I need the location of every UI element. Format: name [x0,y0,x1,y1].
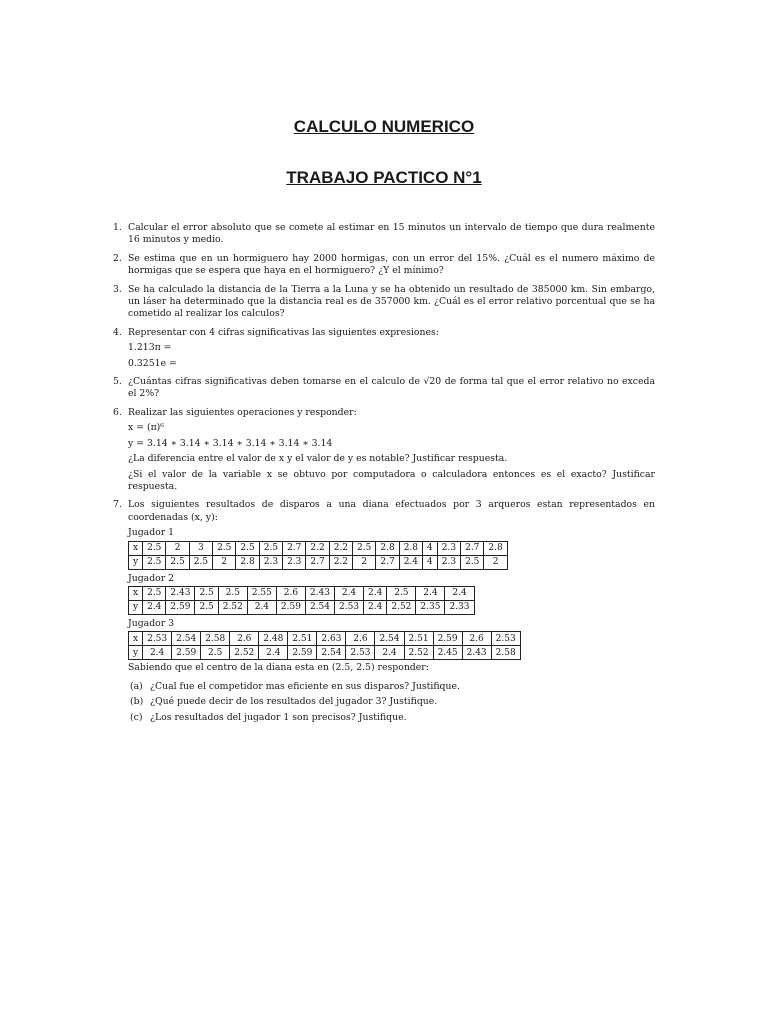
x-cell: 2.58 [201,632,230,646]
player-1-table [128,541,508,570]
x-cell: 2.5 [213,541,236,555]
x-cell: 2.53 [491,632,520,646]
y-cell: 2 [213,555,236,569]
y-cell: 2.4 [143,600,166,614]
y-cell: 2.53 [334,600,363,614]
y-cell: 2.3 [259,555,282,569]
x-cell: 2.43 [166,586,195,600]
y-cell: 2.8 [236,555,259,569]
question-b: ¿Si el valor de la variable x se obtuvo por computadora o calculadora entonces es el exacto? Justificar respuesta. [128,468,655,492]
x-cell: 2.6 [276,586,305,600]
question-a: ¿La diferencia entre el valor de x y el valor de y es notable? Justificar respuesta. [128,453,508,465]
x-header: x [129,632,143,646]
exercise-text: Calcular el error absoluto que se comete al estimar en 15 minutos un intervalo de tiempo que dura realmente 16 minutos y medio. [128,222,655,246]
exercise-2 [113,253,655,278]
x-header: x [129,541,143,555]
y-cell: 2.5 [166,555,189,569]
y-cell: 2.52 [387,600,416,614]
y-row [129,646,521,660]
y-cell: 2.4 [364,600,387,614]
y-cell: 2.5 [143,555,166,569]
x-cell: 2.51 [288,632,317,646]
y-cell: 2.7 [306,555,329,569]
y-cell: 2.3 [437,555,460,569]
document-title: CALCULO NUMERICO [293,117,475,136]
player-1-label: Jugador 1 [128,527,175,539]
x-cell: 4 [423,541,438,555]
exercise-text-before: ¿Cuántas cifras significativas deben tomarse en el calculo de [128,376,424,388]
y-cell: 2.52 [218,600,247,614]
x-cell: 2.7 [283,541,306,555]
exercise-text-after: de forma tal que el error relativo no exceda el 2%? [128,376,656,400]
y-header: y [129,600,143,614]
y-cell: 2.58 [491,646,520,660]
x-cell: 2.53 [143,632,172,646]
y-row [129,555,508,569]
x-cell: 2.5 [143,541,166,555]
x-cell: 2.48 [259,632,288,646]
x-cell: 2.7 [461,541,484,555]
exercise-number: 2. [113,252,122,264]
x-cell: 2.63 [317,632,346,646]
x-cell: 2.8 [399,541,422,555]
y-row [129,600,475,614]
x-cell: 2.8 [484,541,507,555]
y-cell: 2.53 [346,646,375,660]
y-cell: 2.4 [143,646,172,660]
expression-2: 0.3251e = [128,357,177,369]
y-cell: 2.4 [375,646,404,660]
y-cell: 2.5 [195,600,218,614]
y-cell: 2.2 [329,555,352,569]
exercise-5 [113,376,655,401]
center-statement: Sabiendo que el centro de la diana esta en (2.5, 2.5) responder: [128,662,429,674]
y-header: y [129,646,143,660]
subquestion-key: (c) [130,711,143,723]
exercise-number: 6. [113,406,122,418]
y-cell: 2.35 [416,600,445,614]
x-cell: 2 [166,541,189,555]
y-expression: y = 3.14 ∗ 3.14 ∗ 3.14 ∗ 3.14 ∗ 3.14 ∗ 3.14 [128,437,333,449]
exercise-1 [113,222,655,247]
x-cell: 2.8 [376,541,399,555]
expression-1: 1.213π = [128,342,172,354]
exercise-6 [113,407,655,493]
y-cell: 2.7 [376,555,399,569]
subquestion-b [130,696,655,708]
sqrt-expression: √20 [423,376,442,388]
exercise-number: 4. [113,326,122,338]
y-cell: 2.59 [172,646,201,660]
exercise-3 [113,284,655,321]
y-cell: 2.33 [445,600,474,614]
x-cell: 2.5 [259,541,282,555]
y-cell: 2 [353,555,376,569]
x-cell: 2.5 [387,586,416,600]
x-cell: 2.5 [195,586,218,600]
exercise-text: Representar con 4 cifras significativas las siguientes expresiones: [128,326,439,338]
player-2-label: Jugador 2 [128,572,175,584]
x-cell: 2.4 [334,586,363,600]
exercise-text: Los siguientes resultados de disparos a una diana efectuados por 3 arqueros estan representados en coordenadas (x, y): [128,499,655,523]
x-cell: 2.2 [329,541,352,555]
y-cell: 2.54 [305,600,334,614]
subquestion-key: (b) [130,696,144,708]
y-cell: 2.3 [283,555,306,569]
x-cell: 2.4 [364,586,387,600]
x-cell: 2.54 [375,632,404,646]
exercise-text: Se ha calculado la distancia de la Tierra a la Luna y se ha obtenido un resultado de 385000 km. Sin embargo, un láser ha determinado que la distancia real es de 357000 km. ¿Cuál es el error relativo porcentual que se ha cometido al realizar los calculos? [128,283,655,320]
y-header: y [129,555,143,569]
exercise-list [113,222,655,733]
x-cell: 2.5 [143,586,166,600]
subquestion-text: ¿Qué puede decir de los resultados del jugador 3? Justifique. [150,696,438,708]
x-row [129,632,521,646]
x-cell: 2.5 [236,541,259,555]
exercise-7 [113,499,655,727]
y-cell: 2.59 [288,646,317,660]
x-cell: 2.43 [305,586,334,600]
x-cell: 2.5 [353,541,376,555]
subquestion-c [130,712,655,724]
exercise-number: 5. [113,376,122,388]
exercise-number: 7. [113,499,122,511]
x-cell: 2.4 [416,586,445,600]
x-cell: 3 [189,541,212,555]
subquestion-list [130,681,655,724]
exercise-number: 3. [113,283,122,295]
subquestion-text: ¿Los resultados del jugador 1 son precisos? Justifique. [150,711,407,723]
y-cell: 2.52 [230,646,259,660]
x-cell: 2.6 [346,632,375,646]
x-expression: x = (π)⁶ [128,422,165,434]
x-cell: 2.54 [172,632,201,646]
x-cell: 2.6 [462,632,491,646]
exercise-text: Realizar las siguientes operaciones y responder: [128,406,357,418]
y-cell: 2.5 [201,646,230,660]
y-cell: 2.43 [462,646,491,660]
x-cell: 2.55 [247,586,276,600]
subquestion-key: (a) [130,680,143,692]
player-2-table [128,586,475,615]
y-cell: 2.59 [276,600,305,614]
y-cell: 2.45 [433,646,462,660]
x-cell: 2.6 [230,632,259,646]
y-cell: 2.4 [247,600,276,614]
x-row [129,586,475,600]
y-cell: 2.52 [404,646,433,660]
subquestion-a [130,681,655,693]
exercise-4 [113,327,655,370]
subquestion-text: ¿Cual fue el competidor mas eficiente en sus disparos? Justifique. [150,680,460,692]
x-header: x [129,586,143,600]
x-cell: 2.59 [433,632,462,646]
y-cell: 2.4 [259,646,288,660]
y-cell: 2 [484,555,507,569]
document-subtitle: TRABAJO PACTICO N°1 [286,168,482,187]
y-cell: 2.5 [189,555,212,569]
player-3-table [128,631,521,660]
y-cell: 2.54 [317,646,346,660]
x-cell: 2.4 [445,586,474,600]
x-cell: 2.51 [404,632,433,646]
y-cell: 2.5 [461,555,484,569]
player-3-label: Jugador 3 [128,617,175,629]
y-cell: 4 [423,555,438,569]
x-cell: 2.3 [437,541,460,555]
y-cell: 2.59 [166,600,195,614]
exercise-text: Se estima que en un hormiguero hay 2000 hormigas, con un error del 15%. ¿Cuál es el numero máximo de hormigas que se espera que haya en el hormiguero? ¿Y el mínimo? [128,252,655,277]
exercise-number: 1. [113,222,122,233]
x-cell: 2.5 [218,586,247,600]
x-cell: 2.2 [306,541,329,555]
y-cell: 2.4 [399,555,422,569]
x-row [129,541,508,555]
